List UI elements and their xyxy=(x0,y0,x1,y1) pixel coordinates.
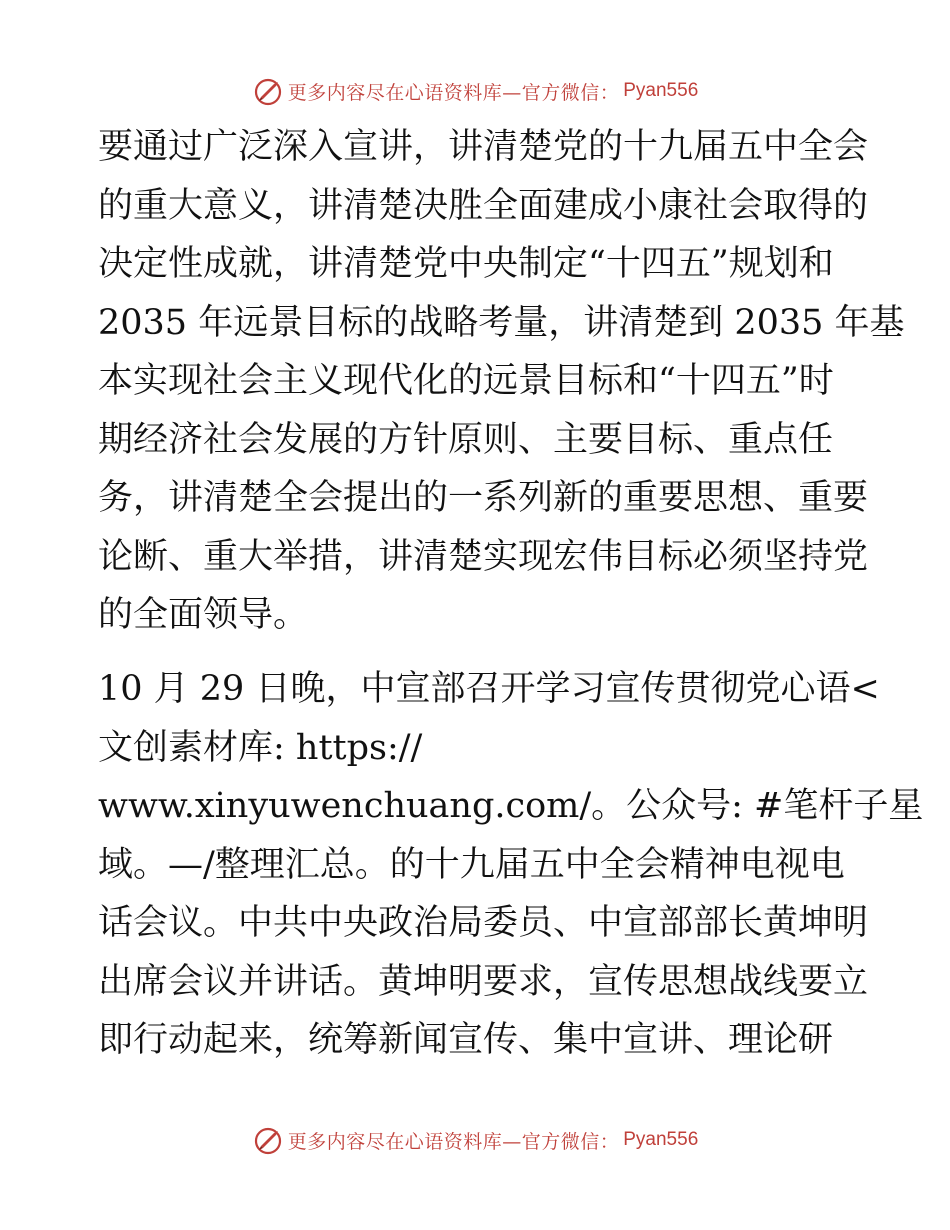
pen-logo-icon xyxy=(252,1124,284,1156)
paragraph-2-line: 出席会议并讲话。黄坤明要求，宣传思想战线要立 xyxy=(98,961,869,1002)
paragraph-1 xyxy=(98,118,905,645)
paragraph-1-line: 的全面领导。 xyxy=(98,595,309,635)
paragraph-1-line: 本实现社会主义现代化的远景目标和“十四五”时 xyxy=(98,361,834,401)
paragraph-1-line: 期经济社会发展的方针原则、主要目标、重点任 xyxy=(98,419,834,460)
paragraph-1-line: 要通过广泛深入宣讲，讲清楚党的十九届五中全会 xyxy=(98,127,869,167)
paragraph-2-line: www.xinyuwenchuang.com/。公众号: #笔杆子星 xyxy=(98,786,924,826)
paragraph-1-line: 决定性成就，讲清楚党中央制定“十四五”规划和 xyxy=(98,244,834,284)
paragraph-2-line: 域。—/整理汇总。的十九届五中全会精神电视电 xyxy=(98,844,845,885)
paragraph-1-line: 论断、重大举措，讲清楚实现宏伟目标必须坚持党 xyxy=(98,536,869,577)
paragraph-1-line: 2035 年远景目标的战略考量，讲清楚到 2035 年基 xyxy=(98,302,905,343)
pen-logo-icon xyxy=(252,75,284,107)
footer-banner xyxy=(0,1122,950,1158)
paragraph-2-line: 即行动起来，统筹新闻宣传、集中宣讲、理论研 xyxy=(98,1020,834,1060)
paragraph-2-line: 话会议。中共中央政治局委员、中宣部部长黄坤明 xyxy=(98,903,869,943)
header-wechat-id: Pyan556 xyxy=(623,80,699,101)
footer-wechat-id: Pyan556 xyxy=(623,1129,699,1150)
paragraph-1-line: 务，讲清楚全会提出的一系列新的重要思想、重要 xyxy=(98,478,869,518)
paragraph-2-line: 10 月 29 日晚，中宣部召开学习宣传贯彻党心语< xyxy=(98,669,880,709)
header-banner-text: 更多内容尽在心语资料库—官方微信： xyxy=(287,81,620,104)
header-banner xyxy=(0,73,950,109)
footer-banner-content xyxy=(252,1124,699,1156)
paragraph-2-line: 文创素材库: https:// xyxy=(98,727,423,768)
paragraph-1-line: 的重大意义，讲清楚决胜全面建成小康社会取得的 xyxy=(98,185,869,226)
header-banner-content xyxy=(252,75,699,107)
footer-banner-text: 更多内容尽在心语资料库—官方微信： xyxy=(287,1130,620,1153)
paragraph-2 xyxy=(98,660,924,1070)
